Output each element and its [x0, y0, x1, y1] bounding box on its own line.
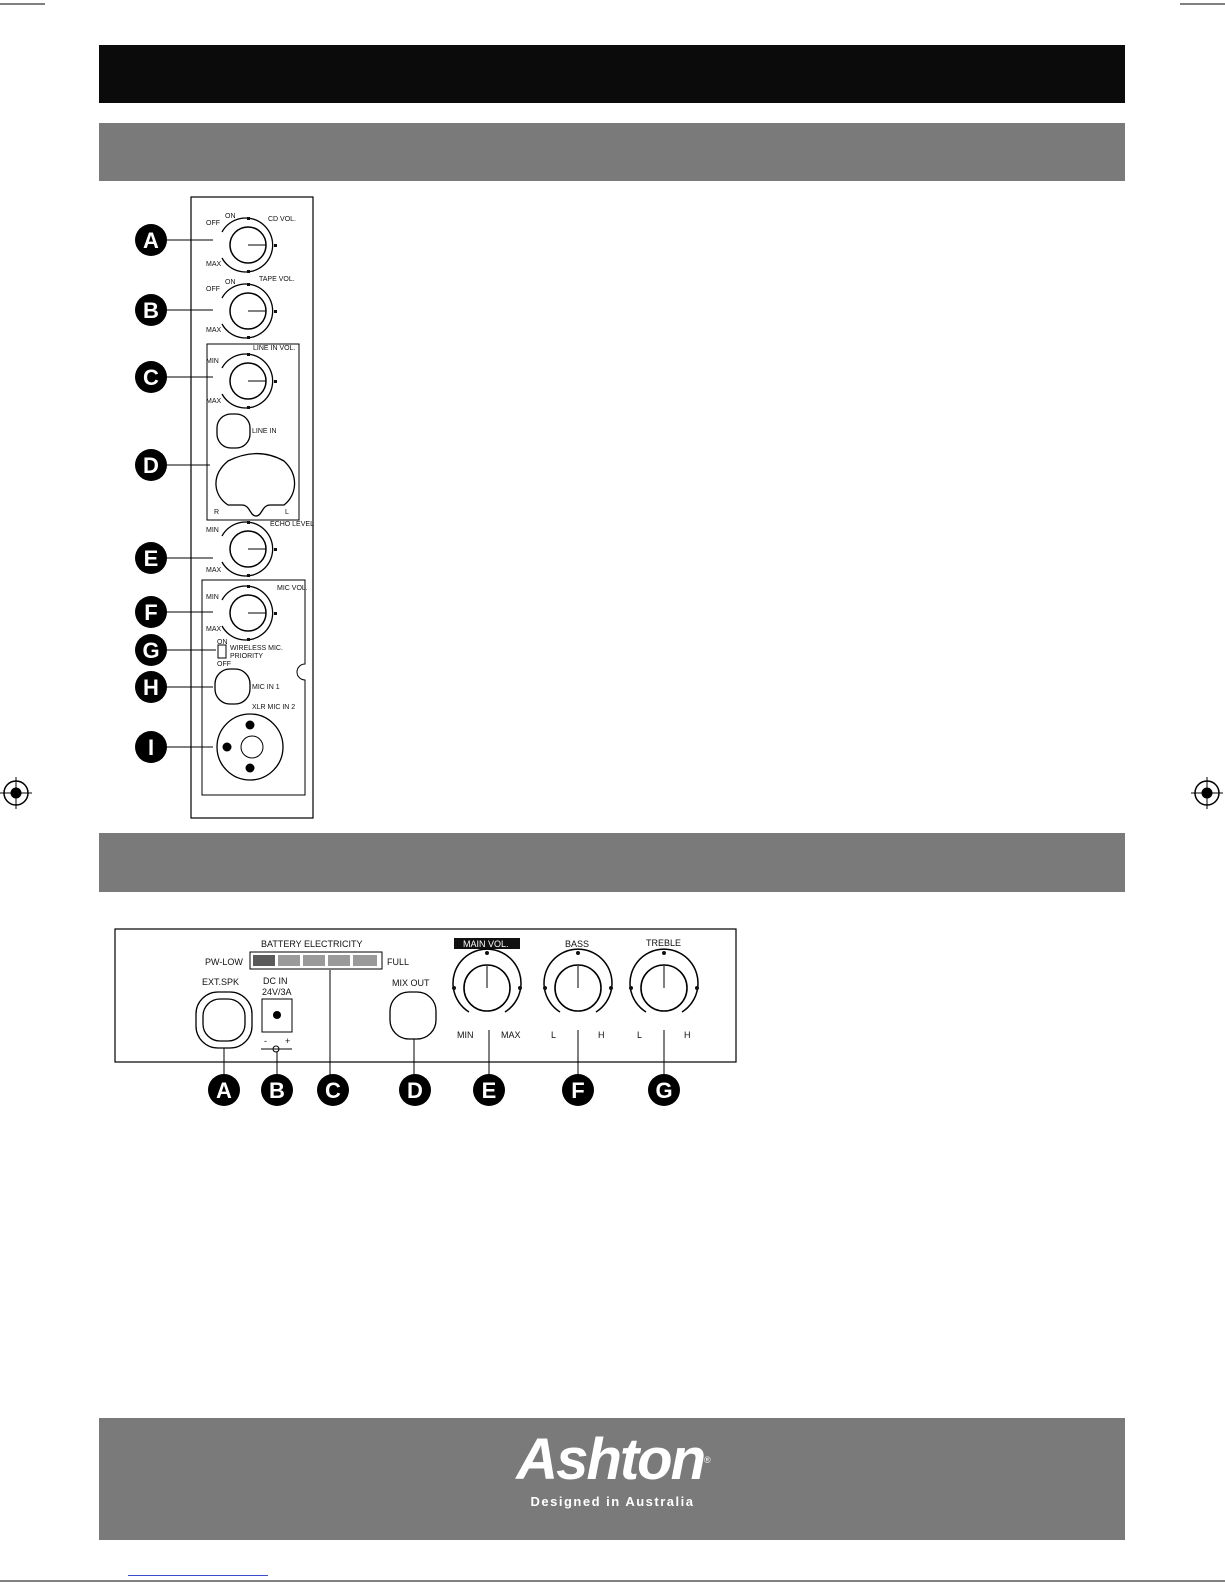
svg-text:CD VOL.: CD VOL. — [268, 216, 297, 223]
svg-text:R: R — [214, 509, 220, 516]
svg-text:FULL: FULL — [387, 957, 410, 967]
svg-text:H: H — [684, 1030, 691, 1040]
rear-panel-diagram — [0, 900, 1225, 1120]
svg-text:MIX OUT: MIX OUT — [392, 978, 430, 988]
svg-text:MIN: MIN — [206, 594, 219, 601]
svg-text:F: F — [571, 1078, 585, 1103]
mix-out-jack — [390, 978, 436, 1039]
rear-marker-b — [261, 1074, 293, 1106]
svg-text:ON: ON — [225, 213, 236, 220]
svg-text:PW-LOW: PW-LOW — [205, 957, 243, 967]
svg-text:LINE IN: LINE IN — [252, 428, 277, 435]
svg-text:OFF: OFF — [206, 286, 220, 293]
svg-text:A: A — [143, 228, 159, 253]
svg-text:MAX: MAX — [501, 1030, 521, 1040]
svg-text:MIN: MIN — [457, 1030, 474, 1040]
svg-text:ON: ON — [225, 279, 236, 286]
svg-text:BASS: BASS — [565, 939, 590, 949]
svg-text:PRIORITY: PRIORITY — [230, 653, 264, 660]
svg-text:+: + — [285, 1036, 291, 1046]
svg-text:OFF: OFF — [217, 661, 231, 668]
svg-text:MIN: MIN — [206, 527, 219, 534]
svg-text:EXT.SPK: EXT.SPK — [202, 977, 240, 987]
svg-text:L: L — [637, 1030, 643, 1040]
svg-text:F: F — [144, 600, 158, 625]
svg-text:H: H — [598, 1030, 605, 1040]
svg-text:OFF: OFF — [206, 220, 220, 227]
svg-text:ECHO LEVEL: ECHO LEVEL — [270, 521, 314, 528]
rear-marker-c — [317, 1074, 349, 1106]
svg-text:B: B — [143, 298, 159, 323]
rear-marker-f — [562, 1074, 594, 1106]
footer-link-underline — [128, 1575, 268, 1576]
svg-text:E: E — [143, 546, 159, 571]
svg-text:L: L — [285, 509, 289, 516]
svg-text:MAIN VOL.: MAIN VOL. — [463, 939, 509, 949]
svg-text:LINE IN VOL.: LINE IN VOL. — [253, 345, 296, 352]
svg-text:C: C — [143, 365, 159, 390]
svg-text:A: A — [216, 1078, 232, 1103]
svg-text:MIC IN 1: MIC IN 1 — [252, 684, 280, 691]
rear-marker-g — [648, 1074, 680, 1106]
svg-text:MIN: MIN — [206, 358, 219, 365]
svg-text:ON: ON — [217, 639, 228, 646]
svg-text:MAX: MAX — [206, 626, 222, 633]
svg-text:DC IN: DC IN — [263, 976, 288, 986]
svg-text:D: D — [407, 1078, 423, 1103]
svg-text:TAPE VOL.: TAPE VOL. — [259, 276, 295, 283]
svg-text:XLR MIC IN 2: XLR MIC IN 2 — [252, 704, 296, 711]
svg-text:BATTERY ELECTRICITY: BATTERY ELECTRICITY — [261, 939, 363, 949]
svg-text:G: G — [655, 1078, 673, 1103]
svg-text:MAX: MAX — [206, 261, 222, 268]
svg-text:I: I — [147, 735, 155, 760]
svg-text:MAX: MAX — [206, 567, 222, 574]
rear-marker-d — [399, 1074, 431, 1106]
svg-text:TREBLE: TREBLE — [646, 938, 682, 948]
svg-text:MIC VOL.: MIC VOL. — [277, 585, 308, 592]
svg-text:H: H — [143, 675, 159, 700]
svg-text:WIRELESS MIC.: WIRELESS MIC. — [230, 645, 283, 652]
svg-text:MAX: MAX — [206, 398, 222, 405]
svg-text:B: B — [269, 1078, 285, 1103]
brand-block — [0, 1428, 1225, 1509]
svg-text:-: - — [264, 1036, 267, 1046]
svg-text:24V/3A: 24V/3A — [262, 987, 292, 997]
svg-text:E: E — [481, 1078, 497, 1103]
brand-logo: Ashton® — [516, 1427, 709, 1492]
svg-text:C: C — [325, 1078, 341, 1103]
brand-tagline: Designed in Australia — [530, 1494, 695, 1509]
svg-text:G: G — [142, 638, 160, 663]
svg-text:L: L — [551, 1030, 557, 1040]
rear-marker-a — [208, 1074, 240, 1106]
svg-text:MAX: MAX — [206, 327, 222, 334]
svg-text:D: D — [143, 453, 159, 478]
rear-marker-e — [473, 1074, 505, 1106]
